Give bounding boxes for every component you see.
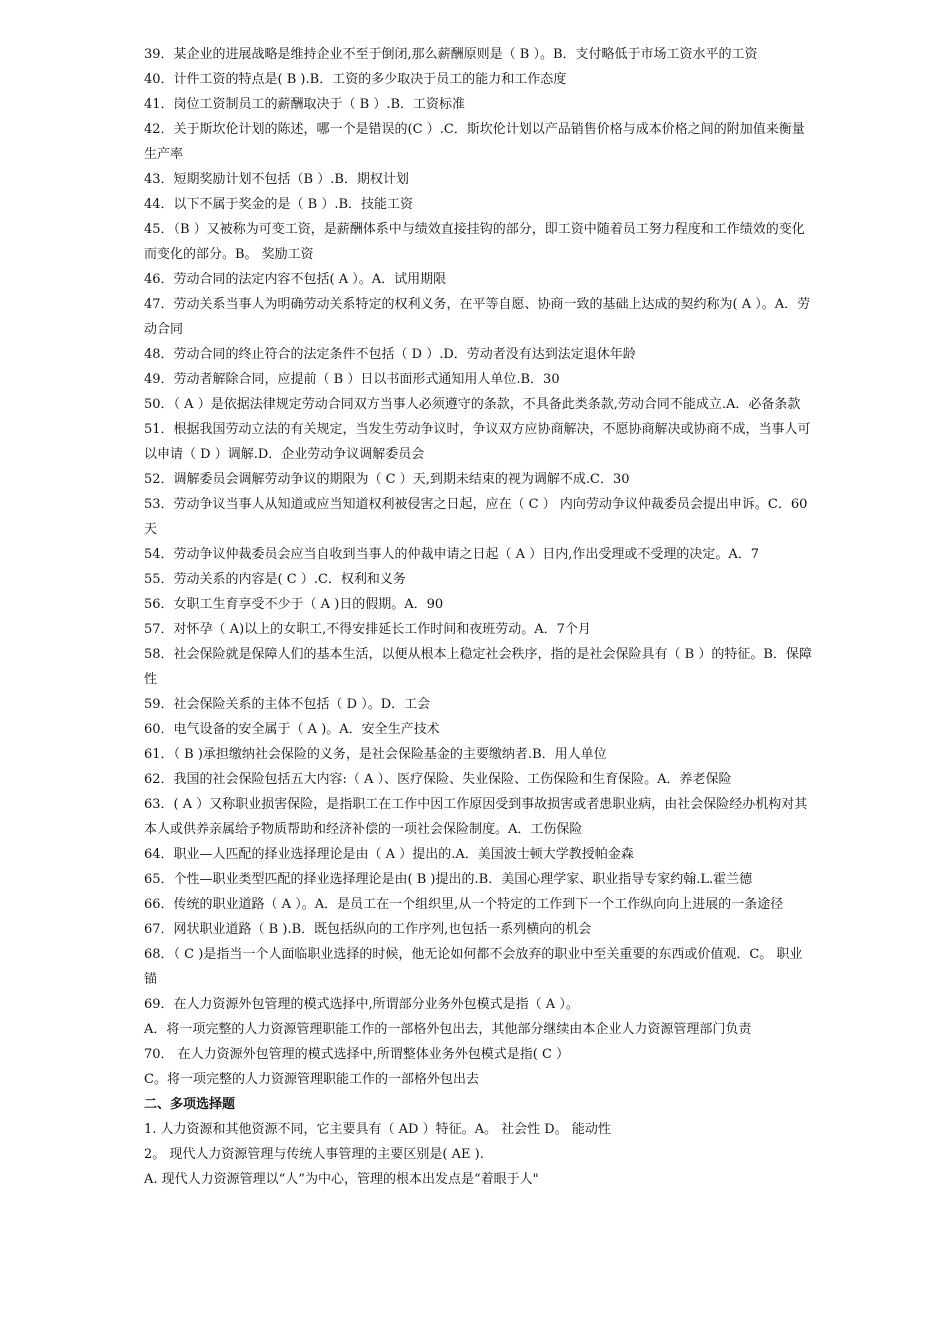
question-paragraph: A．将一项完整的人力资源管理职能工作的一部格外包出去，其他部分继续由本企业人力资源管理部门负责 [144,1022,752,1037]
question-paragraph: 54．劳动争议仲裁委员会应当自收到当事人的仲裁申请之日起（ A ）日内,作出受理或不受理的决定。A．7 [144,547,759,562]
question-paragraph: 50．（ A ）是依据法律规定劳动合同双方当事人必须遵守的条款，不具备此类条款,劳动合同不能成立.A．必备条款 [144,397,801,412]
question-paragraph: 51．根据我国劳动立法的有关规定，当发生劳动争议时，争议双方应协商解决，不愿协商解决或协商不成，当事人可以申请（ D ）调解.D．企业劳动争议调解委员会 [144,422,811,462]
section-heading: 二、多项选择题 [144,1097,236,1112]
question-paragraph: 48．劳动合同的终止符合的法定条件不包括（ D ）.D．劳动者没有达到法定退休年龄 [144,347,636,362]
question-paragraph: 59．社会保险关系的主体不包括（ D ）。D．工会 [144,697,431,712]
question-paragraph: 69．在人力资源外包管理的模式选择中,所谓部分业务外包模式是指（ A ）。 [144,997,579,1012]
question-paragraph: A. 现代人力资源管理以“人”为中心，管理的根本出发点是“着眼于人" [144,1172,539,1187]
question-paragraph: 2。 现代人力资源管理与传统人事管理的主要区别是( AE ). [144,1147,484,1162]
question-paragraph: 47．劳动关系当事人为明确劳动关系特定的权利义务，在平等自愿、协商一致的基础上达成的契约称为( A ）。A．劳动合同 [144,297,811,337]
question-paragraph: 42．关于斯坎伦计划的陈述，哪一个是错误的(C ）.C．斯坎伦计划以产品销售价格与成本价格之间的附加值来衡量生产率 [144,122,805,162]
question-paragraph: 55．劳动关系的内容是( C ）.C．权利和义务 [144,572,406,587]
question-paragraph: 57．对怀孕（ A)以上的女职工,不得安排延长工作时间和夜班劳动。A．7个月 [144,622,591,637]
question-paragraph: 49．劳动者解除合同，应提前（ B ）日以书面形式通知用人单位.B．30 [144,372,560,387]
question-paragraph: 58．社会保险就是保障人们的基本生活，以便从根本上稳定社会秩序，指的是社会保险具有（ B ）的特征。B．保障性 [144,647,812,687]
question-paragraph: 66．传统的职业道路（ A ）。A．是员工在一个组织里,从一个特定的工作到下一个工作纵向向上进展的一条途径 [144,897,784,912]
question-paragraph: 63．( A ）又称职业损害保险，是指职工在工作中因工作原因受到事故损害或者患职业病，由社会保险经办机构对其本人或供养亲属给予物质帮助和经济补偿的一项社会保险制度。A．工伤保险 [144,797,808,837]
question-paragraph: 39．某企业的进展战略是维持企业不至于倒闭,那么薪酬原则是（ B ）。B．支付略低于市场工资水平的工资 [144,47,758,62]
question-paragraph: 52．调解委员会调解劳动争议的期限为（ C ）天,到期未结束的视为调解不成.C．30 [144,472,630,487]
question-paragraph: C。将一项完整的人力资源管理职能工作的一部格外包出去 [144,1072,479,1087]
question-paragraph: 64．职业—人匹配的择业选择理论是由（ A ）提出的.A．美国波士顿大学教授帕金森 [144,847,634,862]
question-paragraph: 44．以下不属于奖金的是（ B ）.B．技能工资 [144,197,414,212]
question-paragraph: 1. 人力资源和其他资源不同，它主要具有（ AD ）特征。A。 社会性 D。 能动性 [144,1122,611,1137]
question-paragraph: 60．电气设备的安全属于（ A )。A．安全生产技术 [144,722,440,737]
question-paragraph: 70． 在人力资源外包管理的模式选择中,所谓整体业务外包模式是指( C ） [144,1047,570,1062]
question-paragraph: 41．岗位工资制员工的薪酬取决于（ B ）.B．工资标准 [144,97,466,112]
question-paragraph: 43．短期奖励计划不包括（B ）.B．期权计划 [144,172,409,187]
question-paragraph: 62．我国的社会保险包括五大内容:（ A ）、医疗保险、失业保险、工伤保险和生育保险。A．养老保险 [144,772,732,787]
question-paragraph: 40．计件工资的特点是( B ).B．工资的多少取决于员工的能力和工作态度 [144,72,567,87]
question-paragraph: 45．（B ）又被称为可变工资，是薪酬体系中与绩效直接挂钩的部分，即工资中随着员工努力程度和工作绩效的变化而变化的部分。B。 奖励工资 [144,222,805,262]
question-paragraph: 46．劳动合同的法定内容不包括( A ）。A．试用期限 [144,272,447,287]
question-paragraph: 53．劳动争议当事人从知道或应当知道权利被侵害之日起，应在（ C ） 内向劳动争议仲裁委员会提出申诉。C．60天 [144,497,808,537]
question-paragraph: 67．网状职业道路（ B ).B．既包括纵向的工作序列,也包括一系列横向的机会 [144,922,592,937]
question-paragraph: 68．（ C )是指当一个人面临职业选择的时候，他无论如何都不会放弃的职业中至关重要的东西或价值观．C。 职业锚 [144,947,803,987]
question-paragraph: 61．（ B )承担缴纳社会保险的义务，是社会保险基金的主要缴纳者.B．用人单位 [144,747,607,762]
document-body [144,42,812,1192]
question-paragraph: 65．个性—职业类型匹配的择业选择理论是由( B )提出的.B．美国心理学家、职业指导专家约翰.L.霍兰德 [144,872,753,887]
question-paragraph: 56．女职工生育享受不少于（ A )日的假期。A．90 [144,597,444,612]
